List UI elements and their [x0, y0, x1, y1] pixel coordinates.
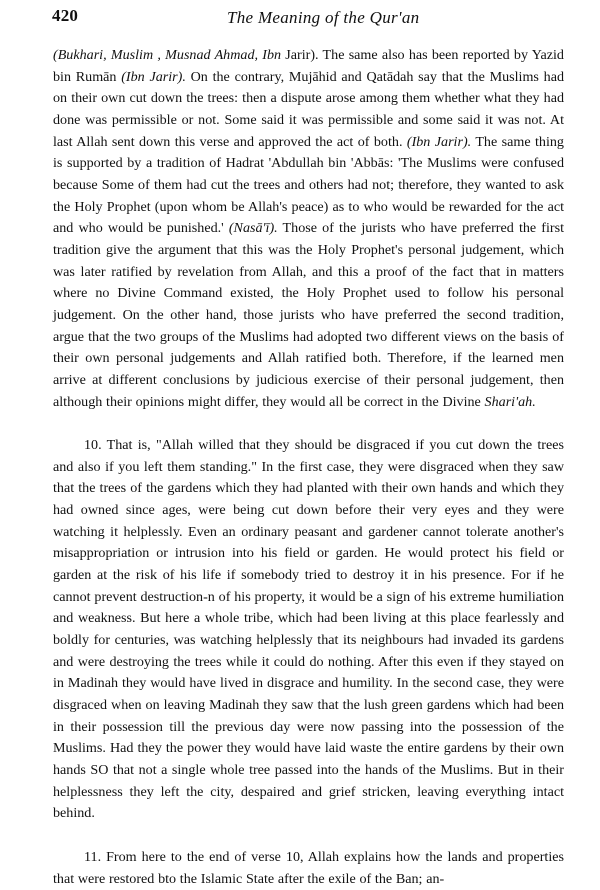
running-title: The Meaning of the Qur'an [227, 8, 420, 27]
citation-text: (Bukhari, Muslim , Musnad Ahmad, Ibn [53, 47, 282, 63]
citation-text: (Ibn Jarir). [406, 133, 472, 150]
paragraph-text: Those of the jurists who have preferred the first tradition give the argument that this was the Holy Prophet's personal judgement, which was later ratified by revelation from Allah, and this a proof of the fact that in matters where no Divine Command existed, the Holy Prophet used to follow his personal judgement. On the other hand, those jurists who have preferred the second tradition, argue that the two groups of the Muslims had adopted two different views on the basis of their own personal judgements and Allah ratified both. Therefore, if the learned men arrive at different conclusions by judicious exercise of their personal judgement, then although their opinions might differ, they would all be correct in the Divine [53, 220, 565, 410]
page-header [52, 6, 560, 36]
paragraph-text: 10. That is, "Allah willed that they should be disgraced if you cut down the trees and also if you left them standing." In the first case, they were disgraced when they saw that the trees of the gardens which they had planted with their own hands and which they had owned since ages, were being cut down before their very eyes and they were watching it helplessly. Even an ordinary peasant and gardener cannot tolerate another's misappropriation or intrusion into his field or garden. He would protect his field or garden at the risk of his life if somebody tried to destroy it in his presence. For if he cannot prevent destruction-n of his property, it would be a sign of his extreme humiliation and weakness. But here a whole tribe, which had been living at this place fearlessly and boldly for centuries, was watching helplessly that its neighbours had invaded its gardens and were destroying the trees while it could do nothing. After this even if they stayed on in Madinah they would have lived in disgrace and humility. In the second case, they were disgraced when on leaving Madinah they saw that the lush green gardens which had been in their possession till the previous day were now passing into the possession of the Muslims. Had they the power they would have laid waste the entire gardens by their own hands SO that not a single whole tree passed into the hands of the Muslims. But in their helplessness they left the city, despaired and grief stricken, leaving everything intact behind. [53, 437, 564, 822]
paragraph-gap [53, 413, 564, 435]
paragraph-gap [53, 825, 564, 847]
paragraph-text: Jarir). The same also has been reported by Yazid bin Rumān [53, 47, 564, 85]
page-number: 420 [52, 6, 79, 25]
citation-text: (Ibn Jarir). [121, 68, 186, 85]
paragraph-text: 11. From here to the end of verse 10, Allah explains how the lands and properties that were restored bto the Islamic State after the exile of the Ban; an- [53, 848, 564, 887]
paragraph-note-10 [53, 435, 564, 825]
paragraph-text: The same thing is supported by a tradition of Hadrat 'Abdullah bin 'Abbās: 'The Muslims were confused because Some of them had cut the trees and others had not; therefore, they wanted to ask the Holy Prophet (upon whom be Allah's peace) as to who would be rewarded for the act and who would be punished.' [53, 133, 564, 237]
citation-text: Shari'ah. [484, 393, 536, 410]
paragraph-text: On the contrary, Mujāhid and Qatādah say that the Muslims had on their own cut down the trees: then a dispute arose among them whether what they had done was permissible or not. Some said it was permissible and some said it was not. At last Allah sent down this verse and approved the act of both. [53, 68, 565, 150]
paragraph-hadith-discussion [53, 45, 564, 413]
body-text [53, 45, 564, 890]
paragraph-note-11 [53, 847, 564, 890]
citation-text: (Nasā'ī). [228, 220, 278, 237]
